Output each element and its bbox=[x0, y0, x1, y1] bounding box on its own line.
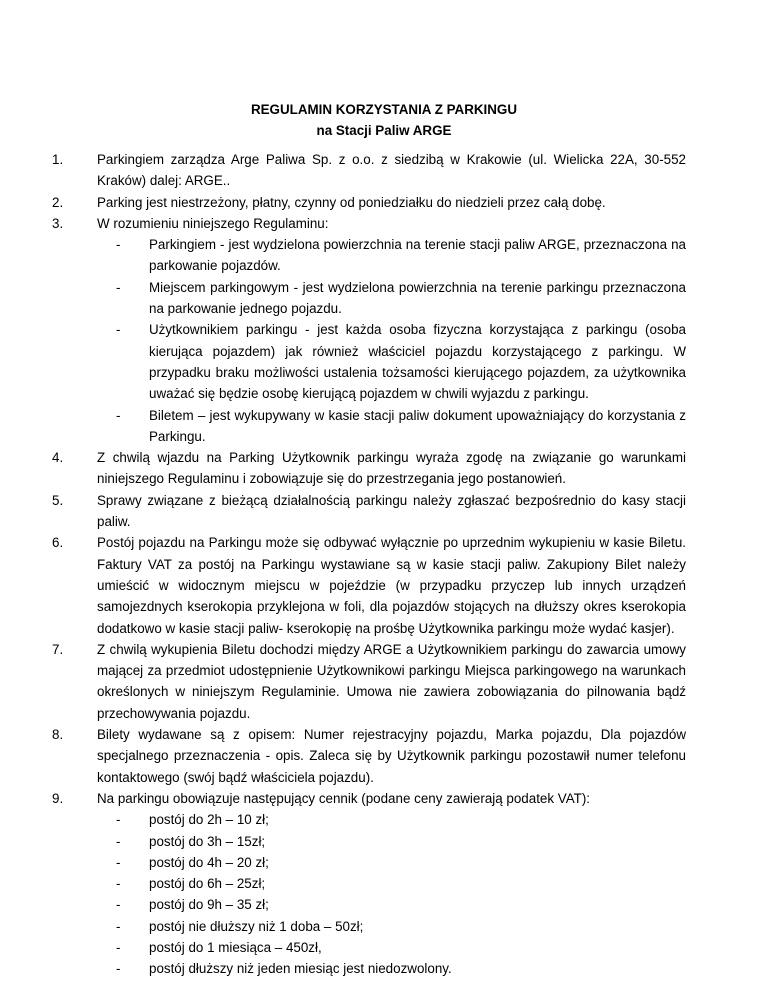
item-text: W rozumieniu niniejszego Regulaminu: bbox=[97, 215, 329, 231]
definition-item bbox=[97, 234, 686, 277]
dash-bullet: - bbox=[116, 854, 121, 870]
price-text: postój do 6h – 25zł; bbox=[149, 876, 266, 892]
document-title: REGULAMIN KORZYSTANIA Z PARKINGU bbox=[250, 102, 518, 117]
item-number: 6. bbox=[52, 535, 64, 551]
dash-bullet: - bbox=[116, 897, 121, 913]
definition-text: Biletem – jest wykupywany w kasie stacji paliw dokument upoważniający do korzystania z Parkingu. bbox=[149, 407, 686, 444]
item-text: Na parkingu obowiązuje następujący cennik (podane ceny zawierają podatek VAT): bbox=[97, 790, 591, 806]
dash-bullet: - bbox=[116, 237, 121, 253]
price-text: postój do 3h – 15zł; bbox=[149, 833, 266, 849]
item-text: Bilety wydawane są z opisem: Numer rejestracyjny pojazdu, Marka pojazdu, Dla pojazdów specjalnego przeznaczenia - opis. Zaleca się by Użytkownik parkingu pozostawił numer telefonu kontaktowego (swój bądź właściciela pojazdu). bbox=[97, 727, 686, 785]
definition-text: Miejscem parkingowym - jest wydzielona powierzchnia na terenie parkingu przeznaczona na parkowanie jednego pojazdu. bbox=[149, 279, 686, 317]
price-item bbox=[97, 958, 686, 979]
price-text: postój nie dłuższy niż 1 doba – 50zł; bbox=[149, 918, 364, 934]
list-item bbox=[0, 788, 686, 980]
list-item bbox=[0, 639, 686, 724]
item-text: Postój pojazdu na Parkingu może się odbywać wyłącznie po uprzednim wykupieniu w kasie Biletu. Faktury VAT za postój na Parkingu wystawiane są w kasie stacji paliw. Zakupiony Bilet należy umieścić w widocznym miejscu w pojeździe (w przypadku przyczep lub innych urządzeń samojezdnych kserokopia przyklejona w foli, dla pojazdów stojących na dłuższy okres kserokopia dodatkowo w kasie stacji paliw- kserokopię na prośbę Użytkownika parkingu może wydać kasjer). bbox=[97, 535, 686, 636]
list-item bbox=[0, 192, 686, 213]
item-number: 2. bbox=[52, 194, 64, 210]
price-item bbox=[97, 873, 686, 894]
item-text: Sprawy związane z bieżącą działalnością parkingu należy zgłaszać bezpośrednio do kasy stacji paliw. bbox=[97, 492, 686, 530]
list-item bbox=[0, 532, 686, 638]
price-text: postój do 4h – 20 zł; bbox=[149, 854, 269, 870]
item-text: Z chwilą wjazdu na Parking Użytkownik parkingu wyraża zgodę na związanie go warunkami niniejszego Regulaminu i zobowiązuje się do przestrzegania jego postanowień. bbox=[97, 450, 686, 487]
list-item bbox=[0, 447, 686, 490]
price-text: postój dłuższy niż jeden miesiąc jest niedozwolony. bbox=[149, 961, 452, 977]
list-item bbox=[0, 149, 686, 192]
dash-bullet: - bbox=[116, 918, 121, 934]
dash-bullet: - bbox=[116, 939, 121, 955]
document-subtitle: na Stacji Paliw ARGE bbox=[316, 123, 452, 138]
item-number: 9. bbox=[52, 790, 64, 806]
dash-bullet: - bbox=[116, 407, 121, 423]
item-number: 1. bbox=[52, 152, 64, 167]
price-list bbox=[97, 809, 686, 979]
definitions-list bbox=[97, 234, 686, 447]
price-item bbox=[97, 916, 686, 937]
dash-bullet: - bbox=[116, 961, 121, 977]
item-number: 4. bbox=[52, 450, 64, 466]
item-number: 3. bbox=[52, 215, 64, 231]
definition-item bbox=[97, 405, 686, 448]
dash-bullet: - bbox=[116, 833, 121, 849]
item-text: Parking jest niestrzeżony, płatny, czynny od poniedziałku do niedzieli przez całą dobę. bbox=[97, 194, 606, 210]
price-item bbox=[97, 894, 686, 915]
dash-bullet: - bbox=[116, 322, 121, 338]
definition-item bbox=[97, 277, 686, 320]
list-item bbox=[0, 724, 686, 788]
price-item bbox=[97, 809, 686, 830]
list-item bbox=[0, 490, 686, 533]
item-text: Z chwilą wykupienia Biletu dochodzi między ARGE a Użytkownikiem parkingu do zawarcia umowy mającej za przedmiot udostępnienie Użytkownikowi parkingu Miejsca parkingowego na warunkach określonych w niniejszym Regulaminie. Umowa nie zawiera zobowiązania do pilnowania bądź przechowywania pojazdu. bbox=[97, 641, 686, 721]
definition-item bbox=[97, 319, 686, 404]
price-item bbox=[97, 937, 686, 958]
dash-bullet: - bbox=[116, 876, 121, 892]
dash-bullet: - bbox=[116, 812, 121, 828]
price-text: postój do 1 miesiąca – 450zł, bbox=[149, 939, 322, 955]
price-item bbox=[97, 852, 686, 873]
item-text: Parkingiem zarządza Arge Paliwa Sp. z o.o. z siedzibą w Krakowie (ul. Wielicka 22A, 30-552 Kraków) dalej: ARGE.. bbox=[97, 152, 686, 189]
price-text: postój do 9h – 35 zł; bbox=[149, 897, 269, 913]
price-text: postój do 2h – 10 zł; bbox=[149, 812, 269, 828]
dash-bullet: - bbox=[116, 279, 121, 295]
definition-text: Parkingiem - jest wydzielona powierzchnia na terenie stacji paliw ARGE, przeznaczona na parkowanie pojazdów. bbox=[149, 237, 686, 274]
definition-text: Użytkownikiem parkingu - jest każda osoba fizyczna korzystająca z parkingu (osoba kierująca pojazdem) jak również właściciel pojazdu korzystającego z parkingu. W przypadku braku możliwości ustalenia tożsamości kierującego pojazdem, za użytkownika uważać się będzie osobę kierującą pojazdem w chwili wyjazdu z parkingu. bbox=[149, 322, 686, 402]
item-number: 5. bbox=[52, 492, 64, 508]
list-item bbox=[0, 213, 686, 447]
item-number: 7. bbox=[52, 641, 64, 657]
price-item bbox=[97, 831, 686, 852]
regulation-list bbox=[0, 149, 768, 980]
item-number: 8. bbox=[52, 727, 64, 743]
